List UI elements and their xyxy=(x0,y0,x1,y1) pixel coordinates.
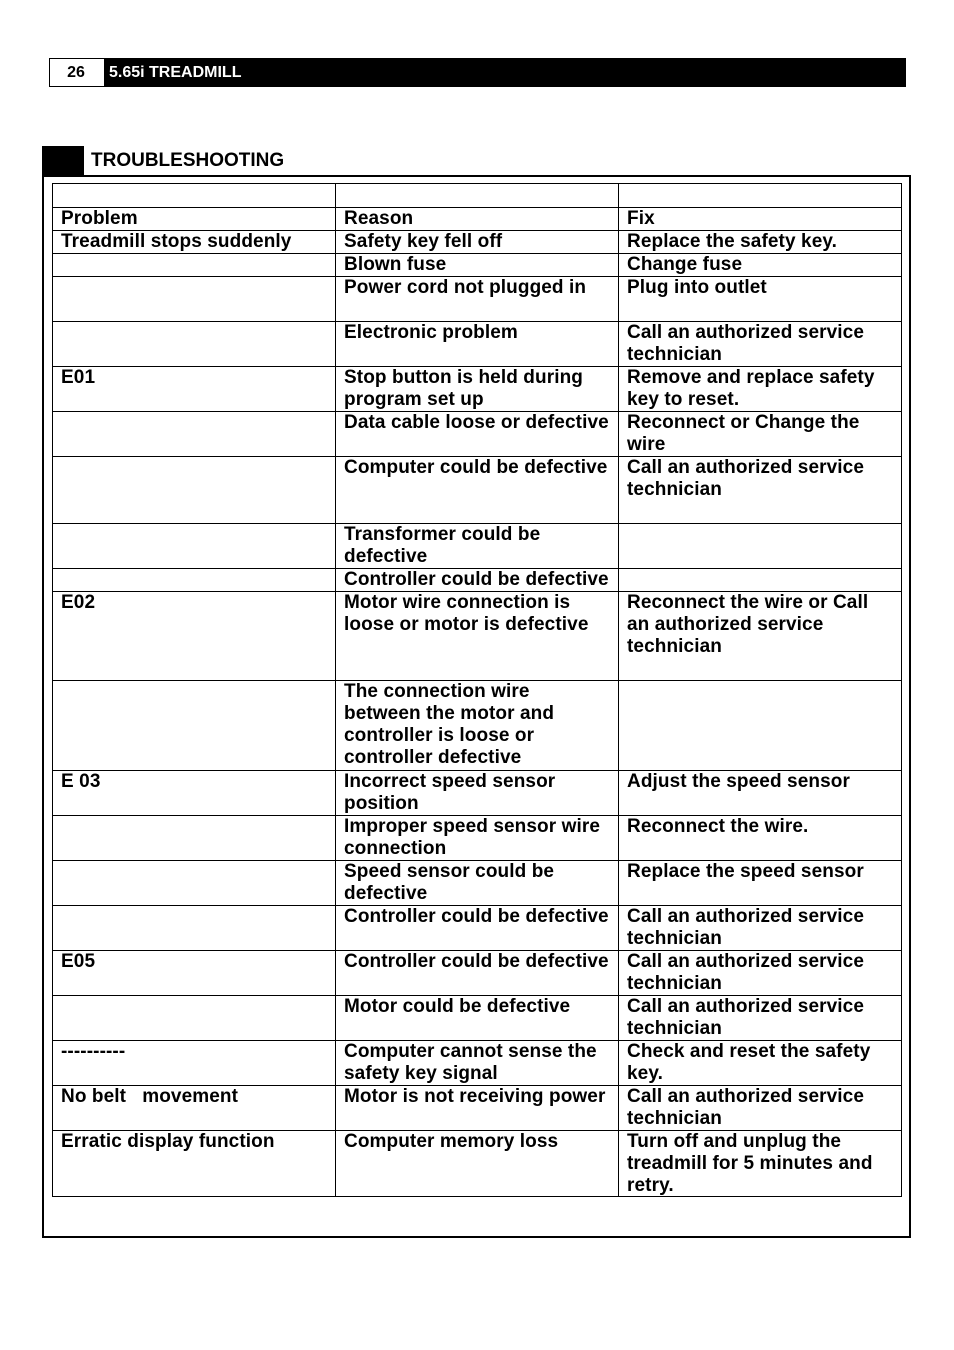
table-row xyxy=(53,457,902,524)
cell-fix: Adjust the speed sensor xyxy=(619,771,902,816)
cell-reason: The connection wire between the motor and controller is loose or controller defective xyxy=(336,681,619,771)
cell-fix xyxy=(619,184,902,208)
table-row xyxy=(53,951,902,996)
cell-fix: Call an authorized service technician xyxy=(619,951,902,996)
running-header xyxy=(49,58,906,87)
table-row xyxy=(53,681,902,771)
cell-fix: Reconnect or Change the wire xyxy=(619,412,902,457)
section-title: TROUBLESHOOTING xyxy=(91,150,285,171)
table-spacer-row xyxy=(53,184,902,208)
cell-problem xyxy=(53,322,336,367)
cell-reason: Power cord not plugged in xyxy=(336,277,619,322)
table-row xyxy=(53,231,902,254)
table-row xyxy=(53,322,902,367)
cell-fix: Plug into outlet xyxy=(619,277,902,322)
table-row xyxy=(53,771,902,816)
cell-problem: E 03 xyxy=(53,771,336,816)
cell-reason: Motor wire connection is loose or motor is defective xyxy=(336,592,619,681)
cell-fix: Call an authorized service technician xyxy=(619,1086,902,1131)
table-row xyxy=(53,1086,902,1131)
cell-fix xyxy=(619,569,902,592)
table-header-row xyxy=(53,208,902,231)
cell-problem xyxy=(53,457,336,524)
cell-reason: Computer memory loss xyxy=(336,1131,619,1197)
cell-problem: Treadmill stops suddenly xyxy=(53,231,336,254)
table-row xyxy=(53,412,902,457)
cell-problem: No belt movement xyxy=(53,1086,336,1131)
column-header-fix: Fix xyxy=(619,208,902,231)
table-row xyxy=(53,861,902,906)
cell-problem xyxy=(53,184,336,208)
cell-fix: Call an authorized service technician xyxy=(619,996,902,1041)
table-row xyxy=(53,254,902,277)
table-row xyxy=(53,592,902,681)
table-row xyxy=(53,816,902,861)
table-row xyxy=(53,1041,902,1086)
cell-reason: Controller could be defective xyxy=(336,906,619,951)
table-row xyxy=(53,569,902,592)
cell-fix xyxy=(619,681,902,771)
cell-problem xyxy=(53,861,336,906)
cell-problem xyxy=(53,906,336,951)
cell-reason: Computer could be defective xyxy=(336,457,619,524)
table-row xyxy=(53,524,902,569)
cell-reason: Transformer could be defective xyxy=(336,524,619,569)
cell-fix: Change fuse xyxy=(619,254,902,277)
table-row xyxy=(53,367,902,412)
cell-fix: Call an authorized service technician xyxy=(619,457,902,524)
cell-problem xyxy=(53,681,336,771)
cell-fix: Call an authorized service technician xyxy=(619,322,902,367)
cell-problem xyxy=(53,412,336,457)
cell-problem: E01 xyxy=(53,367,336,412)
cell-problem: Erratic display function xyxy=(53,1131,336,1197)
cell-reason: Controller could be defective xyxy=(336,569,619,592)
cell-reason: Stop button is held during program set up xyxy=(336,367,619,412)
page-number: 26 xyxy=(50,59,102,86)
cell-fix: Remove and replace safety key to reset. xyxy=(619,367,902,412)
table-row xyxy=(53,906,902,951)
table-row xyxy=(53,996,902,1041)
table-row xyxy=(53,277,902,322)
cell-fix: Replace the safety key. xyxy=(619,231,902,254)
cell-problem xyxy=(53,816,336,861)
cell-problem: E05 xyxy=(53,951,336,996)
troubleshooting-table xyxy=(52,183,902,1197)
cell-problem xyxy=(53,996,336,1041)
cell-reason: Motor is not receiving power xyxy=(336,1086,619,1131)
cell-reason: Blown fuse xyxy=(336,254,619,277)
cell-reason: Controller could be defective xyxy=(336,951,619,996)
cell-problem: ---------- xyxy=(53,1041,336,1086)
cell-reason: Computer cannot sense the safety key signal xyxy=(336,1041,619,1086)
cell-reason xyxy=(336,184,619,208)
cell-reason: Motor could be defective xyxy=(336,996,619,1041)
cell-fix: Reconnect the wire or Call an authorized service technician xyxy=(619,592,902,681)
cell-problem xyxy=(53,569,336,592)
cell-fix: Turn off and unplug the treadmill for 5 minutes and retry. xyxy=(619,1131,902,1197)
cell-reason: Safety key fell off xyxy=(336,231,619,254)
cell-reason: Improper speed sensor wire connection xyxy=(336,816,619,861)
cell-reason: Electronic problem xyxy=(336,322,619,367)
section-marker xyxy=(42,146,84,176)
running-header-title: 5.65i TREADMILL xyxy=(102,59,905,86)
column-header-problem: Problem xyxy=(53,208,336,231)
table-row xyxy=(53,1131,902,1197)
column-header-reason: Reason xyxy=(336,208,619,231)
cell-problem: E02 xyxy=(53,592,336,681)
cell-problem xyxy=(53,254,336,277)
cell-fix xyxy=(619,524,902,569)
cell-reason: Data cable loose or defective xyxy=(336,412,619,457)
cell-fix: Check and reset the safety key. xyxy=(619,1041,902,1086)
cell-fix: Reconnect the wire. xyxy=(619,816,902,861)
cell-reason: Incorrect speed sensor position xyxy=(336,771,619,816)
cell-fix: Replace the speed sensor xyxy=(619,861,902,906)
cell-reason: Speed sensor could be defective xyxy=(336,861,619,906)
cell-problem xyxy=(53,524,336,569)
cell-fix: Call an authorized service technician xyxy=(619,906,902,951)
cell-problem xyxy=(53,277,336,322)
